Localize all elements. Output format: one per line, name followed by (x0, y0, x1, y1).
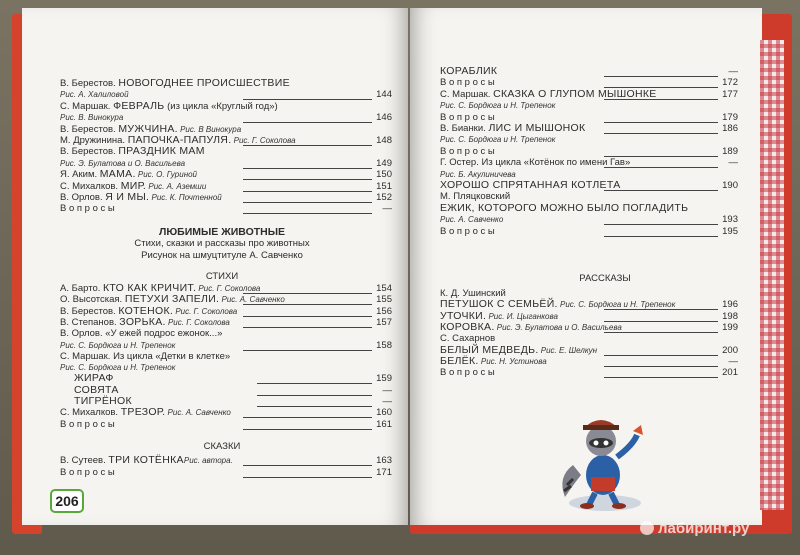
entry-page-number: 151 (376, 180, 392, 192)
leader-line (604, 236, 718, 237)
entry-credit: Рис. Г. Соколова (196, 284, 261, 293)
entry-credit: Рис. С. Бордюга и Н. Трепенок (60, 363, 176, 373)
entry-title: ТИГРЁНОК (74, 395, 132, 407)
entry-page-number: — (728, 157, 738, 169)
section-title: ЛЮБИМЫЕ ЖИВОТНЫЕ (158, 226, 286, 238)
entry-page-number: 171 (376, 466, 392, 478)
toc-entry (60, 124, 392, 135)
toc-entry (60, 351, 392, 362)
entry-author: М. Дружинина. (60, 135, 128, 146)
entry-page-number: 159 (376, 373, 392, 385)
entry-title: ХОРОШО СПРЯТАННАЯ КОТЛЕТА (440, 179, 621, 191)
entry-title: ЛИС И МЫШОНОК (488, 122, 586, 134)
leader-line (243, 477, 372, 478)
entry-author: В о п р о с ы (60, 418, 115, 430)
entry-page-number: 155 (376, 294, 392, 306)
entry-title: БЕЛЫЙ МЕДВЕДЬ. (440, 343, 539, 356)
entry-page-number: 157 (376, 316, 392, 328)
entry-title: Я И МЫ. (105, 191, 150, 203)
entry-page-number: 149 (376, 157, 392, 169)
toc-entry (440, 89, 738, 100)
entry-title: КОРОВКА. (440, 320, 495, 333)
toc-entry (60, 407, 392, 418)
entry-author: С. Михалков. (60, 407, 121, 419)
entry-author: А. Барто. (60, 283, 104, 294)
entry-credit: Рис. К. Почтенной (149, 193, 222, 202)
labirint-logo-icon (640, 521, 654, 535)
entry-page-number: 189 (722, 145, 738, 157)
entry-title: БЕЛЁК. (440, 354, 479, 367)
entry-author: В. Берестов. (60, 305, 119, 317)
toc-entry (60, 146, 392, 157)
entry-author: Г. Остер. Из цикла «Котёнок по имени Гав» (440, 157, 631, 169)
entry-title: ЗОРЬКА. (119, 315, 166, 328)
entry-title: ЖИРАФ (74, 372, 114, 385)
toc-entry (440, 203, 738, 214)
toc-entry (440, 123, 738, 134)
entry-credit: Рис. Н. Устинова (478, 356, 547, 366)
entry-author: В. Степанов. (60, 316, 120, 328)
entry-page-number: 179 (722, 111, 738, 123)
entry-page-number: — (382, 203, 392, 215)
entry-credit: Рис. Г. Соколова (231, 136, 296, 145)
toc-entry (60, 181, 392, 192)
entry-page-number: — (382, 396, 392, 407)
toc-entry (60, 467, 392, 478)
toc-entry (60, 89, 392, 100)
entry-credit: Рис. С. Бордюга и Н. Трепенок (440, 101, 556, 111)
toc-entry (60, 135, 392, 146)
entry-title: ПРАЗДНИК МАМ (118, 145, 205, 158)
entry-title: ЕЖИК, КОТОРОГО МОЖНО БЫЛО ПОГЛАДИТЬ (440, 201, 689, 214)
toc-entry (440, 214, 738, 225)
entry-title: ТРИ КОТЁНКА (108, 454, 184, 466)
toc-entry (60, 169, 392, 180)
entry-author: В о п р о с ы (60, 203, 115, 215)
toc-entry (60, 294, 392, 305)
raccoon-illustration (555, 405, 650, 515)
section-subtitle-1: Стихи, сказки и рассказы про животных (134, 238, 310, 249)
toc-entry (60, 158, 392, 169)
entry-title: ПЕТУХИ ЗАПЕЛИ. (124, 293, 220, 306)
entry-credit: Рис. А. Халиловой (60, 90, 129, 100)
entry-page-number: — (382, 384, 392, 396)
entry-page-number: 200 (722, 344, 738, 356)
entry-credit: Рис. О. Гуриной (135, 170, 197, 180)
toc-entry (440, 345, 738, 356)
entry-title: УТОЧКИ. (440, 309, 487, 322)
toc-entry (440, 77, 738, 88)
entry-page-number: 195 (722, 225, 738, 237)
entry-author: С. Маршак. (60, 100, 114, 112)
entry-credit: Рис. И. Цыганкова (486, 311, 558, 321)
toc-entry (60, 283, 392, 294)
entry-page-number: 160 (376, 407, 392, 419)
skazki-heading: СКАЗКИ (203, 441, 241, 452)
entry-page-number: 154 (376, 283, 392, 294)
entry-page-number: 172 (722, 77, 738, 89)
entry-author: В о п р о с ы (60, 466, 115, 478)
entry-author: В. Берестов. (60, 78, 119, 89)
entry-title: ПАПОЧКА-ПАПУЛЯ. (127, 134, 232, 146)
entry-author: М. Пляцковский (440, 191, 511, 203)
entry-author: В о п р о с ы (440, 367, 495, 379)
entry-page-number: 177 (722, 88, 738, 100)
entry-title: КОТЕНОК. (118, 304, 174, 317)
entry-author: С. Маршак. (440, 88, 494, 100)
entry-credit: Рис. В. Винокура (60, 113, 124, 123)
entry-page-number: 146 (376, 112, 392, 124)
entry-credit: Рис. Е. Шелкун (538, 345, 598, 355)
entry-title: НОВОГОДНЕЕ ПРОИСШЕСТВИЕ (118, 77, 290, 89)
entry-title: КОРАБЛИК (440, 65, 498, 77)
toc-entry (440, 191, 738, 202)
entry-title: МИР. (120, 179, 147, 192)
entry-title: МУЖЧИНА. (118, 122, 178, 135)
entry-title: ТРЕЗОР. (120, 406, 166, 419)
entry-author: С. Михалков. (60, 180, 121, 192)
entry-credit: Рис. А. Савченко (219, 295, 285, 305)
entry-page-number: 158 (376, 339, 392, 351)
watermark-text: лабиринт.ру (658, 520, 750, 537)
toc-entry (60, 306, 392, 317)
entry-page-number: 201 (722, 367, 738, 379)
entry-page-number: 163 (376, 455, 392, 466)
entry-author: В. Орлов. «У ежей подрос ежонок...» (60, 328, 223, 340)
entry-page-number: 144 (376, 89, 392, 101)
entry-page-number: 152 (376, 192, 392, 203)
page-number: 206 (50, 489, 84, 513)
entry-author: К. Д. Ушинский (440, 288, 506, 299)
leader-line (604, 377, 718, 378)
entry-credit: Рис. А. Аземши (146, 181, 207, 191)
entry-page-number: 156 (376, 305, 392, 317)
entry-credit: Рис. А. Савченко (440, 215, 504, 225)
toc-entry (60, 203, 392, 214)
left-page (22, 8, 408, 525)
toc-entry (74, 373, 392, 384)
entry-author: В о п р о с ы (440, 111, 495, 123)
toc-entry (60, 328, 392, 339)
entry-credit: Рис. С. Бордюга и Н. Трепенок (440, 135, 556, 145)
toc-entry (60, 317, 392, 328)
toc-entry (60, 419, 392, 430)
toc-entry (60, 192, 392, 203)
toc-entry (440, 146, 738, 157)
toc-entry (440, 112, 738, 123)
toc-entry (440, 356, 738, 367)
toc-entry (440, 322, 738, 333)
entry-author: В. Берестов. (60, 146, 119, 158)
entry-page-number: 198 (722, 310, 738, 322)
entry-author: В. Берестов. (60, 123, 119, 135)
entry-title: КТО КАК КРИЧИТ. (103, 282, 197, 294)
entry-credit: Рис. Б. Акулиничева (440, 169, 516, 179)
toc-entry (60, 112, 392, 123)
entry-credit: Рис. В Винокура (177, 124, 242, 134)
entry-author: В о п р о с ы (440, 77, 495, 89)
watermark (640, 520, 749, 537)
entry-page-number: 193 (722, 214, 738, 226)
toc-entry (440, 180, 738, 191)
entry-author: В. Бианки. (440, 123, 489, 134)
toc-entry (60, 101, 392, 112)
entry-credit: Рис. Г. Соколова (173, 306, 238, 316)
entry-extra: (из цикла «Круглый год») (164, 100, 278, 112)
entry-author: В. Орлов. (60, 192, 106, 203)
entry-author: В. Сутеев. (60, 455, 109, 466)
toc-entry (60, 340, 392, 351)
toc-entry (440, 226, 738, 237)
toc-entry (440, 367, 738, 378)
section-subtitle-2: Рисунок на шмуцтитуле А. Савченко (141, 250, 303, 261)
entry-title: СКАЗКА О ГЛУПОМ МЫШОНКЕ (493, 87, 657, 100)
entry-page-number: 196 (722, 299, 738, 311)
leader-line (243, 429, 372, 430)
entry-page-number: 148 (376, 135, 392, 146)
entry-credit: Рис. Э. Булатова и О. Васильева (494, 322, 622, 332)
entry-title: МАМА. (99, 168, 136, 181)
entry-author: С. Маршак. Из цикла «Детки в клетке» (60, 350, 231, 362)
entry-page-number: 199 (722, 321, 738, 333)
toc-entry (440, 134, 738, 145)
entry-page-number: 186 (722, 123, 738, 134)
gingham-endpaper (760, 40, 784, 510)
entry-credit: Рис. С. Бордюга и Н. Трепенок (60, 340, 176, 350)
entry-page-number: — (728, 355, 738, 367)
toc-entry (440, 100, 738, 111)
entry-page-number: 150 (376, 169, 392, 181)
entry-author: Я. Аким. (60, 169, 100, 181)
entry-author: В о п р о с ы (440, 225, 495, 237)
toc-entry (60, 455, 392, 466)
entry-author: С. Сахарнов (440, 333, 496, 345)
entry-credit: Рис. А. Савченко (165, 408, 231, 418)
toc-entry (440, 169, 738, 180)
entry-credit: Рис. С. Бордюга и Н. Трепенок (557, 300, 676, 310)
entry-page-number: 190 (722, 180, 738, 191)
toc-entry (440, 157, 738, 168)
entry-title: ФЕВРАЛЬ (113, 99, 165, 112)
entry-author: В о п р о с ы (440, 145, 495, 157)
leader-line (243, 213, 372, 214)
entry-page-number: 161 (376, 418, 392, 430)
stikhi-heading: СТИХИ (205, 271, 239, 282)
entry-page-number: — (728, 66, 738, 77)
toc-entry (60, 78, 392, 89)
entry-credit: Рис. Э. Булатова и О. Васильева (60, 158, 186, 168)
toc-entry (440, 66, 738, 77)
entry-author: О. Высотская. (60, 294, 125, 306)
entry-credit: Рис. автора. (183, 456, 233, 465)
rasskazy-heading: РАССКАЗЫ (579, 273, 631, 284)
entry-title: ПЕТУШОК С СЕМЬЁЙ. (440, 298, 558, 311)
entry-credit: Рис. Г. Соколова (165, 317, 230, 327)
entry-title: СОВЯТА (74, 383, 119, 396)
